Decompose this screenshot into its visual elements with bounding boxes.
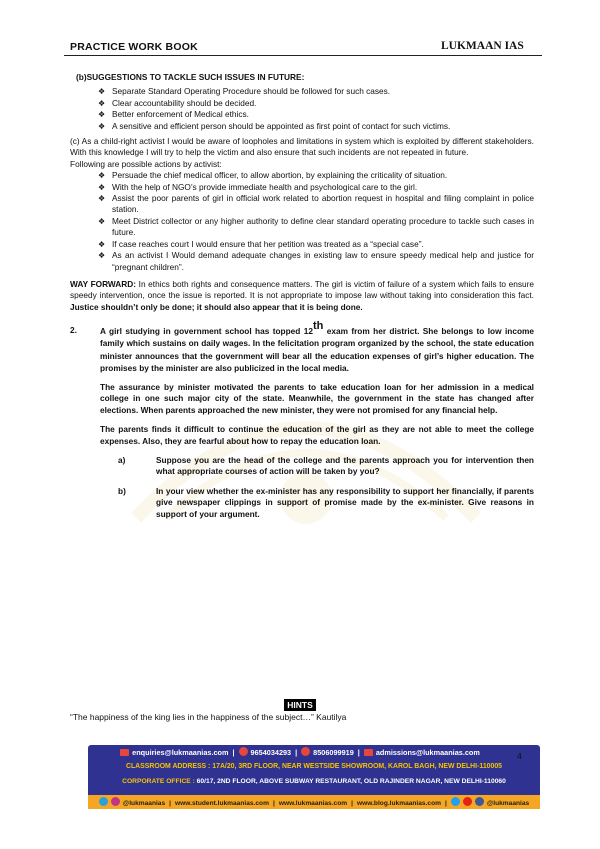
question-p1-sup: th: [312, 320, 324, 333]
way-forward-conclusion: Justice shouldn’t only be done; it should also appear that it is being done.: [70, 301, 363, 312]
header-left-title: PRACTICE WORK BOOK: [70, 41, 198, 53]
main-content: [70, 72, 534, 528]
list-item: ❖ Better enforcement of Medical ethics.: [98, 109, 534, 120]
question-paragraph-1: [100, 320, 534, 374]
way-forward-text: In ethics both rights and consequence matters. The girl is victim of failure of a system which fails to ensure speedy intervention, once the issue is reported. It is not appropriate to impose law without taking into consideration this fact.: [70, 278, 534, 301]
header-divider: [64, 55, 542, 56]
corporate-label: CORPORATE OFFICE :: [122, 778, 195, 785]
list-item: ❖ A sensitive and efficient person should be appointed as first point of contact for such victims.: [98, 121, 534, 132]
hints-heading: [0, 695, 600, 713]
classroom-label: CLASSROOM ADDRESS :: [126, 763, 211, 770]
list-item: ❖ If case reaches court I would ensure that her petition was treated as a “special case”.: [98, 239, 534, 250]
footer-email-enquiries[interactable]: enquiries@lukmaanias.com: [132, 748, 229, 757]
list-item: ❖ Persuade the chief medical officer, to allow abortion, by explaining the criticality of situation.: [98, 170, 534, 181]
footer-link-main[interactable]: www.lukmaanias.com: [278, 800, 348, 807]
list-item: ❖ As an activist I Would demand adequate changes in existing law to ensure speedy medical help and justice for “pregnant children”.: [98, 250, 534, 273]
twitter-icon[interactable]: [451, 797, 460, 806]
footer-corporate: [88, 778, 540, 785]
question-2: [70, 320, 534, 447]
question-paragraph-2: The assurance by minister motivated the parents to take education loan for her admission in a medical college in one such major city of the state. Meanwhile, the government in the state has changed after elections. When parents approached the new minister, they were not promised for any financial help.: [100, 381, 534, 415]
footer-classroom: [88, 763, 540, 770]
subquestion-text: Suppose you are the head of the college and the parents approach you for intervention then what appropriate courses of action will be taken by you?: [156, 454, 534, 477]
footer-link-student[interactable]: www.student.lukmaanias.com: [175, 800, 269, 807]
question-p1-start: A girl studying in government school has topped 12: [100, 326, 313, 337]
kautilya-quote: “The happiness of the king lies in the happiness of the subject…” Kautilya: [70, 712, 347, 722]
footer-link-blog[interactable]: www.blog.lukmaanias.com: [356, 800, 441, 807]
facebook-icon[interactable]: [475, 797, 484, 806]
header-right-brand: LUKMAAN IAS: [441, 40, 524, 52]
list-item: ❖ With the help of NGO’s provide immediate health and psychological care to the girl.: [98, 182, 534, 193]
section-c-lead: Following are possible actions by activist:: [70, 158, 222, 169]
whatsapp-icon: [301, 747, 310, 756]
question-p1-rest: exam from her district. She belongs to low income family which sustains on daily wages. In the felicitation program organized by the school, the state education minister announces that the government will bear all the education expenses of girl’s higher education. The promises by the minister are also publicized in the local media.: [100, 326, 534, 373]
page-number: 4: [517, 751, 522, 761]
footer-links: @lukmaanias | www.student.lukmaanias.com | www.lukmaanias.com | www.blog.lukmaanias.com | @lukmaanias: [88, 797, 540, 807]
question-paragraph-3: The parents finds it difficult to continue the education of the girl as they are not able to meet the college expenses. Also, they are fearful about how to repay the education loan.: [100, 424, 534, 446]
footer-phone-1[interactable]: 9654034293: [250, 748, 292, 757]
corporate-address: 60/17, 2ND FLOOR, ABOVE SUBWAY RESTAURANT, OLD RAJINDER NAGAR, NEW DELHI-110060: [194, 778, 506, 785]
footer-social-handle[interactable]: @lukmaanias: [122, 800, 166, 807]
youtube-icon[interactable]: [463, 797, 472, 806]
subquestion-a: [100, 455, 534, 478]
subquestion-label: b): [118, 485, 126, 496]
phone-icon: [239, 747, 248, 756]
section-c-list: [70, 170, 534, 273]
mail-icon: [364, 749, 373, 756]
hints-label: HINTS: [284, 699, 316, 711]
list-item: ❖ Assist the poor parents of girl in official work related to abortion request in hospital and filing complaint in police station.: [98, 193, 534, 216]
subquestion-text: In your view whether the ex-minister has any responsibility to support her financially, if parents give newspaper clippings in support of promise made by the ex-minister. Give reasons in support of your argument.: [156, 485, 534, 519]
classroom-address: 17A/20, 3RD FLOOR, NEAR WESTSIDE SHOWROOM, KAROL BAGH, NEW DELHI-110005: [210, 763, 502, 770]
question-number: 2.: [70, 325, 77, 336]
footer-email-admissions[interactable]: admissions@lukmaanias.com: [375, 748, 480, 757]
footer-contacts: enquiries@lukmaanias.com | 9654034293 | 8506099919 | admissions@lukmaanias.com: [88, 747, 512, 757]
section-c-intro: (c) As a child-right activist I would be aware of loopholes and limitations in system which is exploited by different stakeholders. With this knowledge I will try to help the victim and also ensure that such incidents are not repeated in future.: [70, 136, 534, 158]
section-b-title: (b)SUGGESTIONS TO TACKLE SUCH ISSUES IN FUTURE:: [76, 72, 305, 82]
mail-icon: [120, 749, 129, 756]
way-forward-label: WAY FORWARD:: [70, 278, 137, 289]
footer-phone-2[interactable]: 8506099919: [313, 748, 354, 757]
subquestion-b: [100, 486, 534, 520]
section-b-list: [70, 86, 534, 132]
question-body: [100, 320, 534, 447]
subquestion-label: a): [118, 454, 126, 465]
way-forward-paragraph: [70, 279, 534, 313]
list-item: ❖ Separate Standard Operating Procedure should be followed for such cases.: [98, 86, 534, 97]
list-item: ❖ Clear accountability should be decided.: [98, 98, 534, 109]
footer-social-handle-2[interactable]: @lukmaanias: [486, 800, 530, 807]
telegram-icon[interactable]: [99, 797, 108, 806]
instagram-icon[interactable]: [111, 797, 120, 806]
list-item: ❖ Meet District collector or any higher authority to define clear standard operating procedure to tackle such cases in future.: [98, 216, 534, 239]
